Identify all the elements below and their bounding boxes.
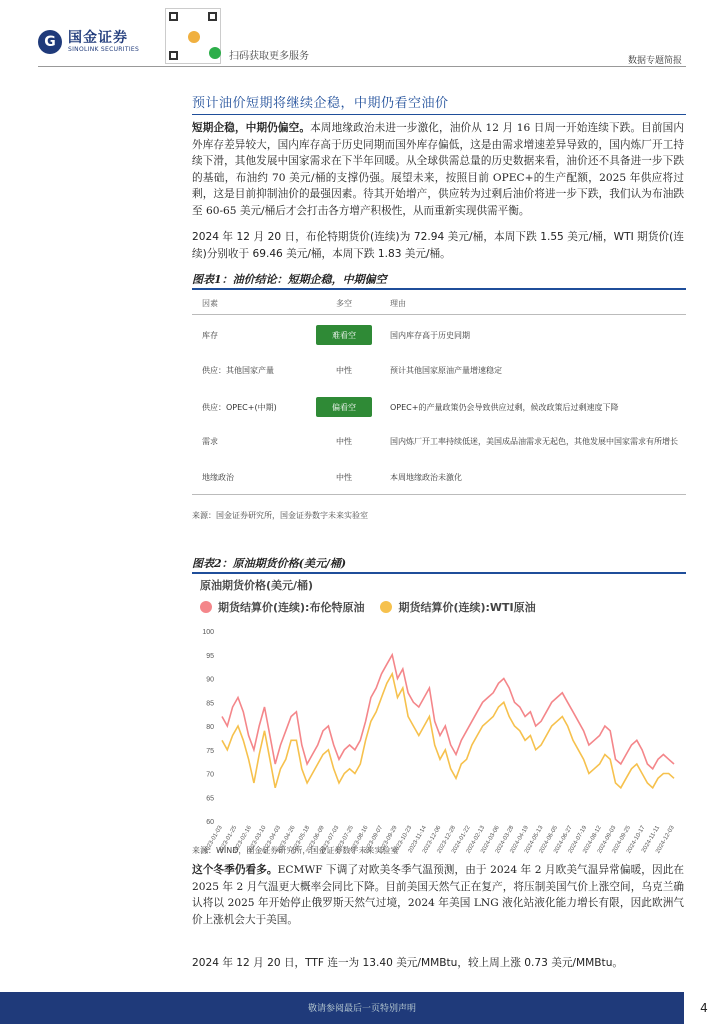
section-divider (192, 114, 686, 115)
chart-title: 原油期货价格(美元/桶) (200, 579, 314, 592)
x-tick-label: 2024-07-19 (567, 825, 589, 855)
x-tick-label: 2024-02-13 (465, 825, 487, 855)
x-tick-label: 2024-01-22 (451, 825, 472, 855)
paragraph-oil-outlook (192, 120, 684, 219)
row-factor: 供应：其他国家产量 (202, 365, 274, 375)
x-tick-label: 2024-12-03 (655, 825, 676, 855)
table-header (192, 292, 686, 314)
x-tick-label: 2024-09-03 (596, 825, 618, 855)
x-tick-label: 2023-10-23 (392, 825, 414, 855)
x-tick-label: 2023-09-29 (378, 825, 399, 855)
x-tick-label: 2023-04-26 (276, 825, 297, 855)
x-tick-label: 2023-07-25 (334, 825, 355, 855)
x-tick-label: 2024-11-11 (641, 825, 662, 854)
row-direction: 偏看空 (332, 402, 356, 412)
x-tick-label: 2023-06-09 (305, 825, 326, 855)
logo-icon: G (38, 30, 62, 54)
report-type: 数据专题简报 (627, 56, 682, 66)
x-tick-label: 2024-03-28 (494, 825, 516, 855)
x-tick-label: 2024-04-19 (509, 825, 530, 855)
x-tick-label: 2024-06-05 (538, 825, 560, 855)
figure2-source: 来源：WIND，国金证券研究所，国金证券数字未来实验室 (192, 846, 399, 855)
wechat-icon (209, 47, 221, 59)
x-tick-label: 2023-12-28 (436, 825, 458, 855)
row-direction: 中性 (336, 472, 352, 482)
x-tick-label: 2024-06-27 (553, 825, 574, 855)
logo-en: SINOLINK SECURITIES (68, 46, 140, 53)
row-factor: 供应：OPEC+(中期) (202, 402, 277, 412)
x-tick-label: 2023-03-10 (246, 825, 268, 855)
series-line-wti (222, 674, 674, 788)
page-number: 4 (684, 992, 724, 1024)
scan-text: 扫码获取更多服务 (229, 51, 309, 62)
x-tick-label: 2023-07-03 (319, 825, 341, 855)
figure1-divider (192, 288, 686, 290)
x-tick-label: 2023-05-18 (290, 825, 312, 855)
paragraph-gas-outlook (192, 862, 684, 928)
header-divider (38, 66, 686, 67)
x-tick-label: 2024-05-13 (523, 825, 545, 855)
row-reason: 国内炼厂开工率持续低迷，美国成品油需求无起色，其他发展中国家需求有所增长 (390, 436, 678, 446)
paragraph-lead: 短期企稳，中期仍偏空。 (192, 122, 311, 134)
row-reason: 国内库存高于历史同期 (390, 330, 470, 340)
section-title: 预计油价短期将继续企稳，中期仍看空油价 (192, 96, 449, 111)
y-tick-label: 80 (206, 724, 214, 731)
row-factor: 地缘政治 (202, 472, 234, 482)
y-tick-label: 95 (206, 652, 214, 660)
header-reason: 理由 (390, 298, 406, 308)
figure1-title: 图表1：油价结论：短期企稳，中期偏空 (192, 273, 387, 286)
table-row (192, 396, 686, 418)
x-tick-label: 2023-04-03 (261, 825, 283, 855)
figure1-source: 来源：国金证券研究所，国金证券数字未来实验室 (192, 511, 368, 520)
x-tick-label: 2023-08-16 (348, 825, 370, 855)
x-tick-label: 2023-12-06 (421, 825, 443, 855)
x-tick-label: 2023-02-16 (232, 825, 253, 855)
x-tick-label: 2023-01-25 (217, 825, 239, 855)
row-direction: 中性 (336, 436, 352, 446)
company-logo (38, 30, 139, 54)
table-row (192, 466, 686, 488)
footer-disclaimer: 敬请参阅最后一页特别声明 (307, 1004, 416, 1014)
row-reason: OPEC+的产量政策仍会导致供应过剩，候改政策后过剩速度下降 (390, 402, 619, 412)
y-tick-label: 85 (206, 700, 214, 708)
y-tick-label: 65 (206, 795, 214, 803)
paragraph-oil-price: 2024 年 12 月 20 日，布伦特期货价(连续)为 72.94 美元/桶，本周下跌 1.55 美元/桶，WTI 期货价(连续)分别收于 69.46 美元/桶，本周下跌 1.83 美元/桶。 (192, 231, 684, 260)
row-factor: 需求 (202, 436, 218, 446)
table-row (192, 359, 686, 381)
row-reason: 预计其他国家原油产量增速稳定 (390, 365, 502, 375)
x-tick-label: 2024-10-17 (626, 825, 647, 855)
paragraph-body: ECMWF 下调了对欧美冬季气温预测，由于 2024 年 2 月欧美气温异常偏暖，因此在 2025 年 2 月气温更大概率会同比下降。目前美国天然气正在复产，将压制美国气价上涨空间，乌克兰确认将以 2025 年开始停止俄罗斯天然气过境，2024 年美国 LNG 液化站液化能力增长有限，因此欧洲气价上涨机会大于美国。 (192, 864, 684, 926)
paragraph-ttf: 2024 年 12 月 20 日，TTF 连一为 13.40 美元/MMBtu，较上周上涨 0.73 美元/MMBtu。 (192, 957, 624, 969)
x-tick-label: 2024-03-06 (480, 825, 501, 855)
legend-label: 期货结算价(连续):WTI原油 (398, 601, 536, 614)
y-tick-label: 60 (206, 819, 214, 826)
series-line-brent (222, 655, 674, 769)
legend-label: 期货结算价(连续):布伦特原油 (218, 601, 365, 614)
x-tick-label: 2023-09-07 (363, 825, 385, 855)
figure2-title: 图表2：原油期货价格(美元/桶) (192, 557, 347, 570)
row-direction: 难看空 (332, 330, 356, 340)
paragraph-body: 本周地缘政治未进一步激化，油价从 12 月 16 日周一开始连续下跌。目前国内外库存差异较大，国内库存高于历史同期而国外库存偏低，这是由需求增速差异导致的，国内炼厂开工持续下滑，其他发展中国家需求在下半年回暖。从全球供需总量的历史数据来看，油价还不具备进一步下跌的基础，布油约 70 美元/桶的支撑仍强。展望未来，按照目前 OPEC+的生产配额，2025 年供应将过剩，这是目前抑制油价的最强因素。待其开始增产，供应转为过剩后油价将进一步下跌，我们认为布油跌至 60-65 美元/桶后才会打击各方增产积极性，从而重新实现供需平衡。 (192, 122, 684, 217)
x-tick-label: 2024-09-25 (611, 825, 632, 855)
logo-cn: 国金证券 (68, 30, 128, 46)
y-tick-label: 90 (206, 676, 214, 684)
table-row (192, 430, 686, 452)
x-tick-label: 2023-01-03 (203, 825, 224, 855)
x-tick-label: 2023-11-14 (407, 825, 428, 855)
y-tick-label: 100 (202, 629, 214, 636)
row-reason: 本周地缘政治未激化 (390, 472, 462, 482)
header-factor: 因素 (202, 298, 218, 308)
row-direction: 中性 (336, 365, 352, 375)
page-footer (0, 992, 724, 1024)
row-factor: 库存 (202, 330, 218, 340)
x-tick-label: 2024-08-12 (582, 825, 603, 855)
table-row (192, 324, 686, 346)
paragraph-lead: 这个冬季仍看多。 (192, 864, 278, 876)
y-tick-label: 75 (206, 747, 214, 755)
y-tick-label: 70 (206, 771, 214, 779)
header-direction: 多空 (336, 298, 352, 308)
